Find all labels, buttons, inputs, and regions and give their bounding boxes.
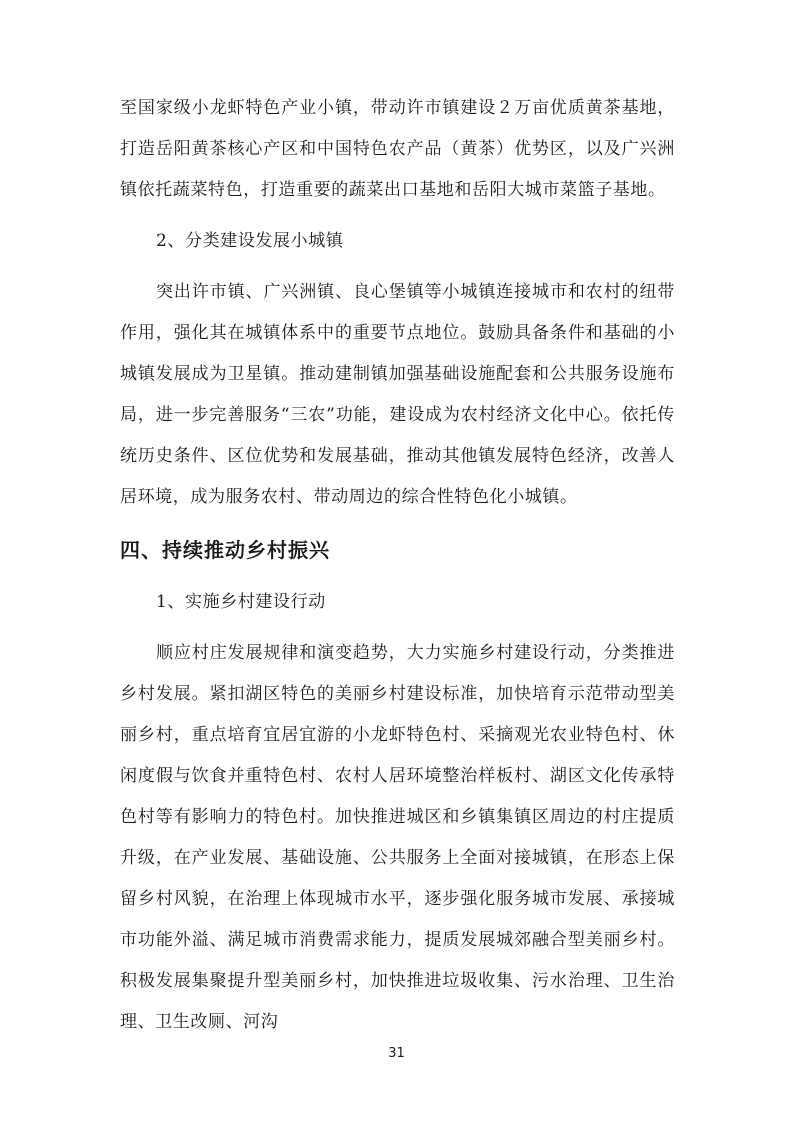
subsection-4-1-title: 1、实施乡村建设行动 — [156, 592, 326, 612]
subsection-4-1-paragraph: 顺应村庄发展规律和演变趋势，大力实施乡村建设行动，分类推进乡村发展。紧扣湖区特色的美丽乡村建设标准，加快培育示范带动型美丽乡村，重点培育宜居宜游的小龙虾特色村、采摘观光农业特色村、休闲度假与饮食并重特色村、农村人居环境整治样板村、湖区文化传承特色村等有影响力的特色村。加快推进城区和乡镇集镇区周边的村庄提质升级，在产业发展、基础设施、公共服务上全面对接城镇，在形态上保留乡村风貌，在治理上体现城市水平，逐步强化服务城市发展、承接城市功能外溢、满足城市消费需求能力，提质发展城郊融合型美丽乡村。积极发展集聚提升型美丽乡村，加快推进垃圾收集、污水治理、卫生治理、卫生改厕、河沟 — [120, 643, 675, 1032]
subsection-2-title: 2、分类建设发展小城镇 — [156, 231, 344, 251]
document-page — [120, 88, 675, 1043]
subsection-2-paragraph: 突出许市镇、广兴洲镇、良心堡镇等小城镇连接城市和农村的纽带作用，强化其在城镇体系中的重要节点地位。鼓励具备条件和基础的小城镇发展成为卫星镇。推动建制镇加强基础设施配套和公共服务设施布局，进一步完善服务“三农”功能，建设成为农村经济文化中心。依托传统历史条件、区位优势和发展基础，推动其他镇发展特色经济，改善人居环境，成为服务农村、带动周边的综合性特色化小城镇。 — [120, 282, 675, 507]
page-number: 31 — [388, 1046, 405, 1061]
section-4-heading: 四、持续推动乡村振兴 — [120, 538, 330, 562]
continuation-paragraph: 至国家级小龙虾特色产业小镇，带动许市镇建设２万亩优质黄茶基地，打造岳阳黄茶核心产区和中国特色农产品（黄茶）优势区，以及广兴洲镇依托蔬菜特色，打造重要的蔬菜出口基地和岳阳大城市菜篮子基地。 — [120, 98, 675, 200]
